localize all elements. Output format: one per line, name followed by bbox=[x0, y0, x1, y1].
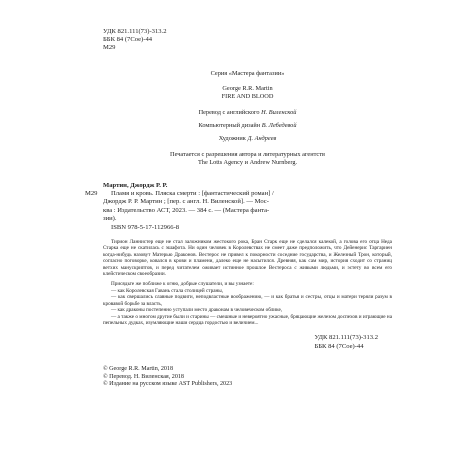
translator-credit bbox=[103, 109, 392, 117]
translator-prefix: Перевод с английского bbox=[198, 108, 262, 116]
catalog-index: М29 bbox=[85, 190, 98, 197]
udk-block-top bbox=[103, 28, 392, 53]
permission-note bbox=[103, 151, 392, 167]
catalog-line: Джордж Р. Р. Мартин ; [пер. с англ. Н. Виленской]. — Мос- bbox=[103, 198, 269, 206]
translator-name: Н. Виленской bbox=[261, 108, 297, 116]
udk-block-bottom bbox=[103, 334, 392, 350]
catalog-line: ква : Издательство АСТ, 2023. — 384 с. — (Мастера фанта- bbox=[103, 206, 270, 214]
design-credit bbox=[103, 122, 392, 130]
copyright-line: © George R.R. Martin, 2018 bbox=[103, 365, 174, 372]
bbk-code: ББК 84 (7Сое)-44 bbox=[314, 342, 364, 350]
artist-name: Д. Андреев bbox=[247, 134, 277, 142]
annotation bbox=[103, 239, 392, 326]
original-title: FIRE AND BLOOD bbox=[221, 92, 274, 100]
catalog-line: зии). bbox=[103, 215, 117, 223]
catalog-line: Пламя и кровь. Пляска смерти : [фантастический роман] / bbox=[111, 190, 274, 198]
design-name: В. Лебедевой bbox=[261, 121, 297, 129]
catalog-card bbox=[85, 181, 392, 232]
quote-line: Присядьте же поближе к огню, добрые слушатели, и вы узнаете: bbox=[111, 281, 254, 288]
quote-line: — как драконы постепенно уступали место драконам в человеческом облике, bbox=[111, 307, 283, 314]
artist-credit bbox=[103, 135, 392, 143]
udk-code: УДК 821.111(73)-313.2 bbox=[314, 334, 378, 342]
series-name: Серия «Мастера фантазии» bbox=[210, 69, 285, 77]
udk-code: УДК 821.111(73)-313.2 bbox=[103, 28, 167, 35]
catalog-author: Мартин, Джордж Р. Р. bbox=[103, 181, 168, 189]
author-mark: М29 bbox=[103, 44, 116, 52]
quote-line: — как свершались славные подвиги, неподвластные воображению, — и как братья и сестры, отцы и матери теряли разум в кровавой борьбе за власть, bbox=[103, 294, 392, 307]
bbk-code: ББК 84 (7Сое)-44 bbox=[103, 36, 153, 44]
annotation-text: Тирион Ланнистер еще не стал заложником жестокого рока, Бран Старк еще не сделался калекой, а голова его отца Неда Старка еще не скатилась с эшафота. Ни один человек в Королевствах не смеет даже предположить, что Дейенерис Таргариен когда-нибудь назовут Матерью Драконов. Вестерос не привел к покорности соседние государства, и Железный Трон, который, согласно поговорке, ковался в крови и пламени, далеко еще не насытился. Древняя, как сам мир, история сходит со страниц ветхих манускриптов, и перед читателем оживает истинное прошлое Вестероса с живыми людьми, и эстету во всем его клейстическом своеобразии. bbox=[103, 239, 392, 278]
design-prefix: Компьютерный дизайн bbox=[198, 121, 262, 129]
permission-line: The Lotts Agency и Andrew Nurnberg. bbox=[197, 158, 298, 166]
isbn: ISBN 978-5-17-112966-8 bbox=[111, 223, 180, 231]
copyright-line: © Издание на русском языке AST Publishers, 2023 bbox=[103, 381, 233, 388]
quote-line: — а также о многом другие были и старины — смешные и невероятно ужасные, бряцающие железом доспехов и играющие на пепельных дудках, изумляющие наши сердца гордостью и величием... bbox=[103, 313, 392, 326]
artist-prefix: Художник bbox=[218, 134, 248, 142]
original-edition bbox=[103, 85, 392, 101]
permission-line: Печатается с разрешения автора и литературных агентств bbox=[170, 150, 325, 158]
quote-line: — как Королевская Гавань стала столицей страны, bbox=[111, 287, 224, 294]
copyright-block bbox=[103, 366, 392, 389]
annotation-quote bbox=[103, 281, 392, 326]
original-author: George R.R. Martin bbox=[222, 84, 273, 92]
copyright-line: © Перевод. Н. Виленская, 2018 bbox=[103, 373, 184, 380]
